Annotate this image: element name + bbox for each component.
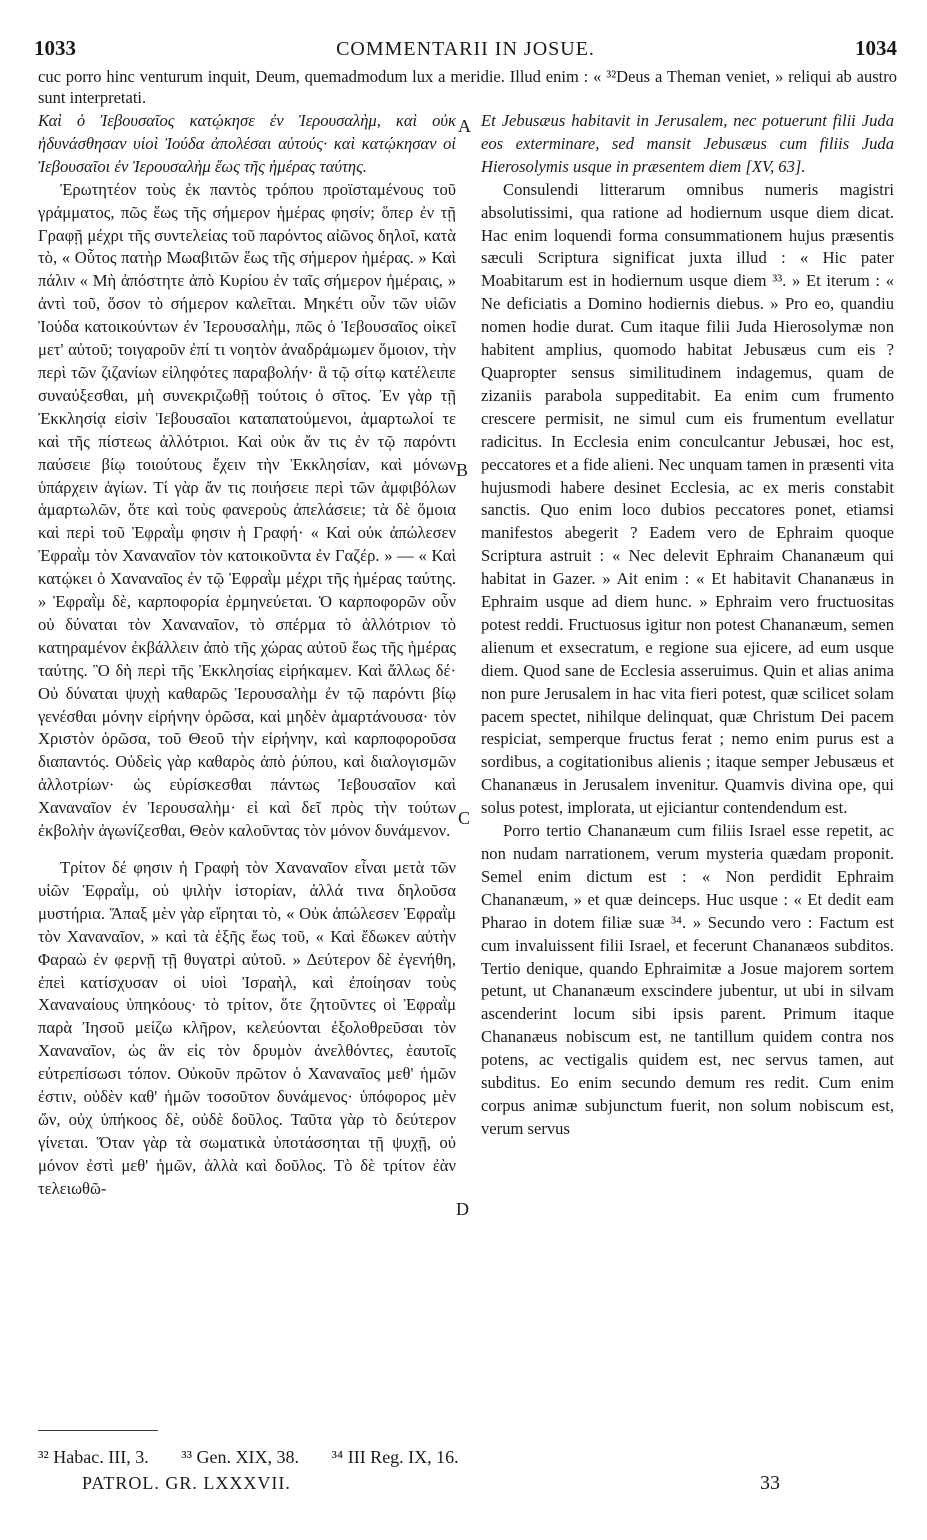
latin-paragraph-2: Porro tertio Chananæum cum filiis Israel esse repetit, ac non nudam narrationem, verum mysteria quædam proponit. Semel enim dictum est : « Non perdidit Ephraim Chananæum, » et quæ deinceps. Huc usque : « Et dedit eam Pharao in dotem filiæ suæ ³⁴. » Secundo vero : Factum est cum invaluissent filii Israel, et fecerunt Chananæos subditos. Tertio denique, quando Ephraimitæ a Josue majorem sortem petunt, ut Chananæum exscindere jubentur, ut ubi in silvam ascenderint locum sibi ipsis parent. Primum itaque Chananæus nobiscum est, ne tantillum quidem contra nos potens, ac vectigalis quidem est, nec servus tamen, aut subditus. Eo enim secundo demum res redit. Cum enim corpus animæ subjunctum fuerit, non solum nobiscum est, verum servus <box>481 821 894 1138</box>
margin-letter-d: D <box>456 1199 469 1219</box>
running-title: COMMENTARII IN JOSUE. <box>336 38 595 60</box>
footnote-32: ³² Habac. III, 3. <box>38 1447 149 1467</box>
latin-lemma: Et Jebusæus habitavit in Jerusalem, nec potuerunt filii Juda eos exterminare, sed mansit Jebusæus cum filiis Juda Hierosolymis usque in præsentem diem [XV, 63]. <box>481 111 894 176</box>
margin-letter-c: C <box>458 808 471 828</box>
running-header <box>34 36 897 68</box>
footnotes <box>38 1444 487 1496</box>
margin-letter-b: B <box>456 460 469 480</box>
patrologia-signature: PATROL. GR. LXXXVII. <box>82 1473 291 1493</box>
signature-number: 33 <box>760 1472 780 1494</box>
footnote-rule <box>38 1430 158 1431</box>
page-number-left: 1033 <box>34 36 76 60</box>
greek-column <box>38 110 456 1201</box>
latin-column <box>481 110 894 1141</box>
footnote-34: ³⁴ III Reg. IX, 16. <box>331 1447 459 1467</box>
greek-paragraph-1: Ἐρωτητέον τοὺς ἐκ παντὸς τρόπου προϊσταμένους τοῦ γράμματος, πῶς ἕως τῆς σήμερον ἡμέρας φησίν; ὅπερ ἐν τῇ Γραφῇ μέχρι τῆς συντελείας τοῦ παρόντος αἰῶνος δηλοῖ, κατὰ τὸ, « Οὗτος πατὴρ Μωαβιτῶν ἕως τῆς σήμερον ἡμέρας. » Καὶ πάλιν « Μὴ ἀπόστητε ἀπὸ Κυρίου ἐν ταῖς σήμερον ἡμέραις, » ἀντὶ τοῦ, ὅσον τὸ σήμερον καλεῖται. Μηκέτι οὖν τῶν υἱῶν Ἰούδα κατοικούντων ἐν Ἰερουσαλὴμ, πῶς ὁ Ἰεβουσαῖος οἰκεῖ μετ' αὐτοῦ; τοιγαροῦν ἐπί τι νοητὸν ἀναδράμωμεν ὅμοιον, τὴν περὶ τῶν ζιζανίων εἰληφότες παραβολήν· ἃ τῷ σίτῳ κατέλειπε συναύξεσθαι, μὴ συνεκριζωθῇ τούτοις ὁ σῖτος. Ἐν γὰρ τῇ Ἐκκλησίᾳ εἰσὶν Ἰεβουσαῖοι καταπατούμενοι, ἁμαρτωλοί τε καὶ τῆς πίστεως ἀλλότριοι. Καὶ οὐκ ἄν τις ἐν τῷ παρόντι παύσειε βίῳ τοιούτους ἔχειν τὴν Ἐκκλησίαν, καὶ μόνων ὑπάρχειν ἁγίων. Τί γὰρ ἄν τις ποιήσειε περὶ τῶν ἀμφιβόλων ἁμαρτωλῶν, ὅτε καὶ τοὺς φανεροὺς ἀπελάσειε; τὰ δὲ ὅμοια καὶ περὶ τοῦ Ἐφραῒμ φησιν ἡ Γραφή· « Καὶ οὐκ ἀπώλεσεν Ἐφραῒμ τὸν Χαναναῖον τὸν κατοικοῦντα ἐν Γαζέρ. » — « Καὶ κατῴκει ὁ Χαναναῖος ἐν τῷ Ἐφραῒμ μέχρι τῆς ἡμέρας ταύτης. » Ἐφραῒμ δὲ, καρποφορία ἑρμηνεύεται. Ὁ καρποφορῶν οὖν οὐ δύναται τὸν Χαναναῖον, τὸ σπέρμα τὸ ἀλλότριον τὸ κατηραμένον ἐκβάλλειν ἀπὸ τῆς χώρας αὐτοῦ ἕως τῆς ἡμέρας ταύτης. Ὃ δὴ περὶ τῆς Ἐκκλησίας εἰρήκαμεν. Καὶ ἄλλως δέ· Οὐ δύναται ψυχὴ καθαρῶς Ἰερουσαλὴμ ἐν τῷ παρόντι βίῳ γενέσθαι μόνην εἰρήνην ὁρῶσα, καὶ μηδὲν ἁμαρτάνουσα· τὸν Χριστὸν ὁρῶσα, τοῦ Θεοῦ τὴν εἰρήνην, καὶ καρποφοροῦσα διαπαντός. Οὐδεὶς γὰρ καθαρὸς ἀπὸ ῥύπου, καὶ διαλογισμῶν ἀλλοτρίων· ὡς εὑρίσκεσθαι πάντως Ἰεβουσαῖον καὶ Χαναναῖον ἐν Ἰερουσαλὴμ· εἰ καὶ δεῖ πρὸς τὴν τούτων ἐκβολὴν ἀγωνίζεσθαι, Θεὸν καλοῦντας τὸν μόνον δυνάμενον. <box>38 179 456 841</box>
page-number-right: 1034 <box>855 36 897 60</box>
margin-letter-a: A <box>458 116 471 136</box>
latin-paragraph-1: Consulendi litterarum omnibus numeris magistri absolutissimi, qua ratione ad hodiernum usque diem dicat. Hac enim loquendi forma consummationem hujus præsentis sæculi Scriptura significat juxta illud : « Hic pater Moabitarum est in hodiernum usque diem ³³. » Et iterum : « Ne deficiatis a Domino hodiernis diebus. » Pro eo, quandiu nomen hodie durat. Cum itaque filii Juda Hierosolymæ non habitent amplius, quomodo habitat Jebusæus cum eis ? Quapropter sensus similitudinem indagemus, quam de zizaniis parabola suppeditabit. Ea enim cum frumento crescere permisit, ne simul cum eis frumentum evellatur radicitus. In Ecclesia enim conculcantur Jebusæi, hoc est, peccatores et a fide alieni. Nec unquam tamen in præsenti vita hujusmodi habere desinet Ecclesia, ac ex meris constabit sanctis. Quo enim loco dubios peccatores ponet, etiamsi manifestos abegerit ? Eadem vero de Ephraim quoque Scriptura astruit : « Nec delevit Ephraim Chananæum qui habitat in Gazer. » Ait enim : « Et habitavit Chananæus in Ephraim usque ad diem hunc. » Ephraim vero fructuositas potest reddi. Fructuosus igitur non potest Chananæum, semen alienum et exsecratum, e regione sua ejicere, ad eum usque diem. Quod sane de Ecclesia asseruimus. Quin et alias anima non pure Jerusalem in hac vita fieri potest, quæ scilicet solam pacem spectet, nihilque delinquat, quæ Christum Dei pacem respiciat, semperque fructus ferat ; nemo enim purus est a sordibus, a cogitationibus alienis ; itaque semper Jebusæus et Chananæus in Jerusalem invenitur. Quamvis divina ope, qui solus potest, implorata, ut ejiciantur contendendum est. <box>481 179 894 818</box>
greek-lemma: Καὶ ὁ Ἰεβουσαῖος κατῴκησε ἐν Ἰερουσαλὴμ, καὶ οὐκ ἠδυνάσθησαν υἱοὶ Ἰούδα ἀπολέσαι αὐτούς· καὶ κατῴκησαν οἱ Ἰεβουσαῖοι ἐν Ἰερουσαλὴμ ἕως τῆς ἡμέρας ταύτης. <box>38 111 456 176</box>
continuation-text: cuc porro hinc venturum inquit, Deum, quemadmodum lux a meridie. Illud enim : « ³²Deus a Theman veniet, » reliqui ab austro sunt interpretati. <box>38 67 897 107</box>
footnote-33: ³³ Gen. XIX, 38. <box>181 1447 300 1467</box>
greek-paragraph-2: Τρίτον δέ φησιν ἡ Γραφὴ τὸν Χαναναῖον εἶναι μετὰ τῶν υἱῶν Ἐφραῒμ, οὐ ψιλὴν ἱστορίαν, ἀλλά τινα δηλοῦσα μυστήρια. Ἅπαξ μὲν γὰρ εἴρηται τὸ, « Οὐκ ἀπώλεσεν Ἐφραῒμ τὸν Χαναναῖον, » καὶ τὰ ἑξῆς ἕως τοῦ, « Καὶ ἔδωκεν αὐτὴν Φαραὼ ἐν φερνῇ τῇ θυγατρὶ αὐτοῦ. » Δεύτερον δὲ ἐγενήθη, ἐπεὶ κατίσχυσαν οἱ υἱοὶ Ἰσραὴλ, καὶ ἐποίησαν τοὺς Χαναναίους ὑπηκόους· τὸ τρίτον, ὅτε ζητοῦντες οἱ Ἐφραῒμ παρὰ Ἰησοῦ μείζω κλῆρον, κελεύονται ἐξολοθρεῦσαι τὸν Χαναναῖον, ὡς ἂν εἰς τὸν δρυμὸν ἀνελθόντες, ἑαυτοῖς εὐτρεπίσωσι τόπον. Οὐκοῦν πρῶτον ὁ Χαναναῖος μεθ' ἡμῶν ἐστιν, οὐδὲν καθ' ἡμῶν τοσοῦτον δυνάμενος· ὑπόφορος μὲν ὤν, οὐχ ὑπήκοος δὲ, οὐδὲ δοῦλος. Ταῦτα γὰρ τὸ δεύτερον γίνεται. Ὅταν γὰρ τὰ σωματικὰ ὑποτάσσηται τῇ ψυχῇ, οὐ μόνον ἐστὶ μεθ' ἡμῶν, ἀλλὰ καὶ δοῦλος. Τὸ δὲ τρίτον ἐὰν τελειωθῶ- <box>38 858 456 1198</box>
footnote-row <box>38 1444 487 1470</box>
paragraph-gap <box>38 843 456 857</box>
